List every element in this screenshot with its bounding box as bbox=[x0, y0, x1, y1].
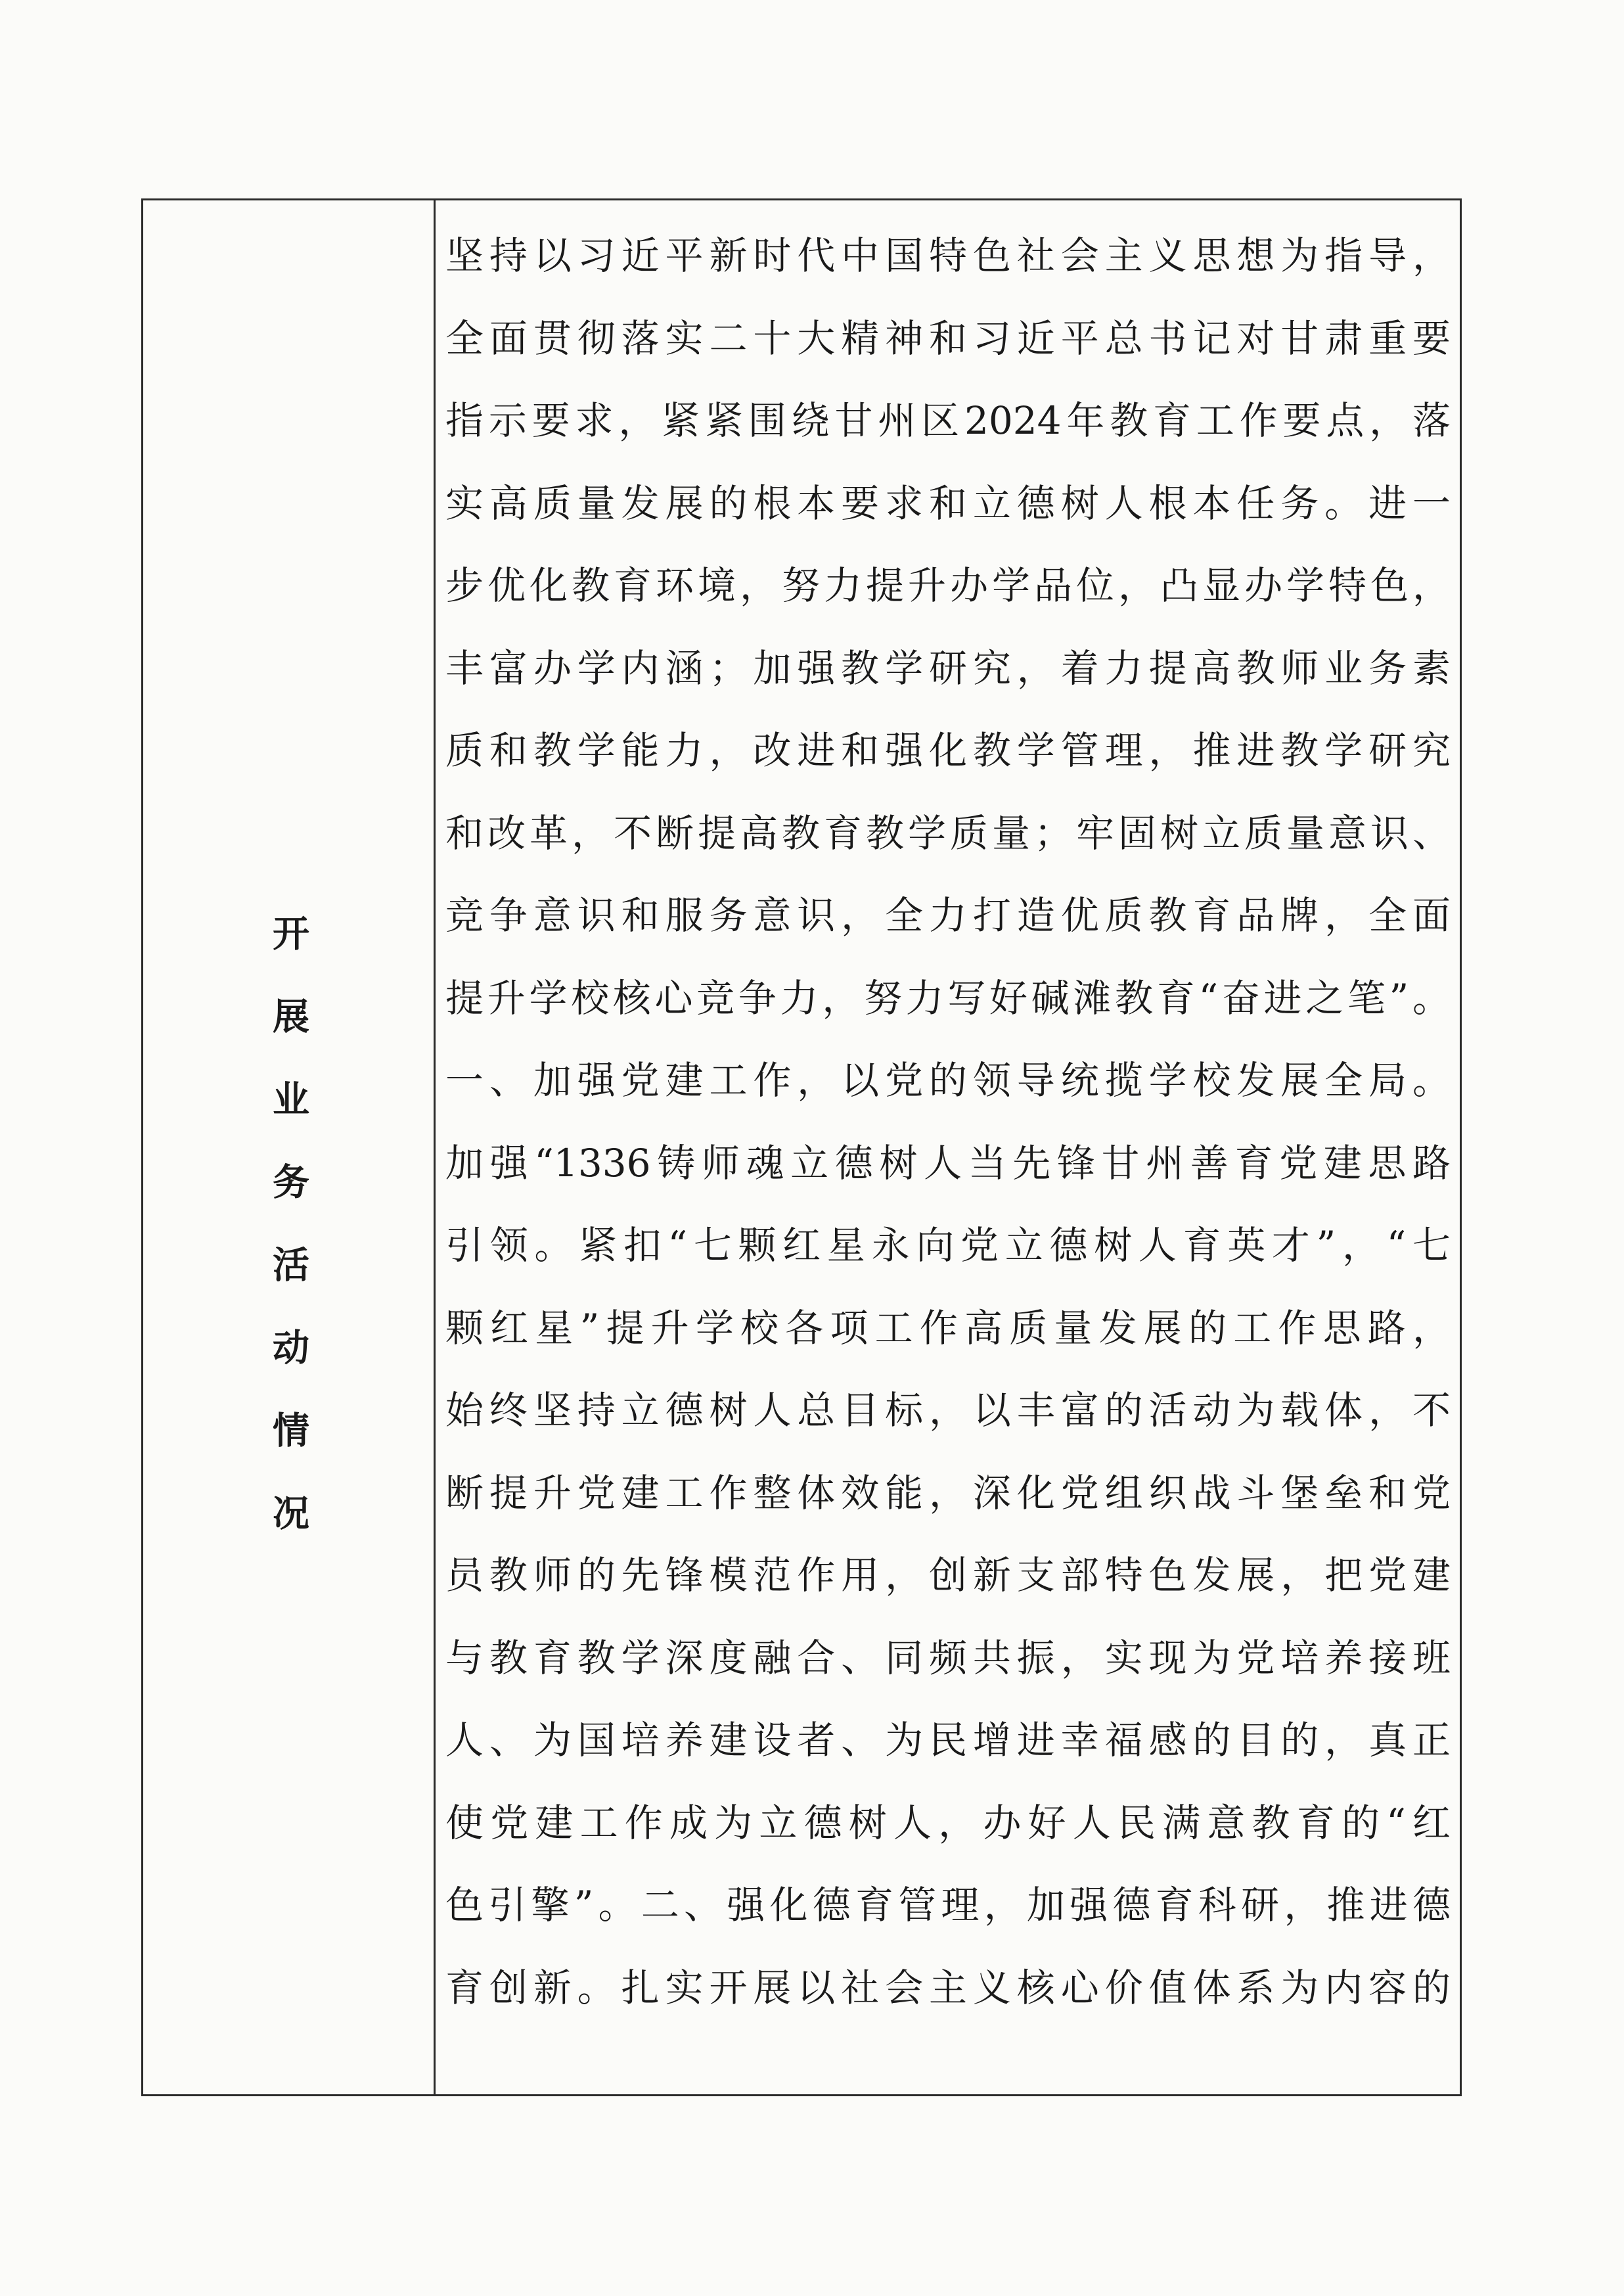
text-line: 断提升党建工作整体效能，深化党组织战斗堡垒和党 bbox=[445, 1470, 1451, 1515]
text-line: 提升学校核心竞争力，努力写好碱滩教育“奋进之笔”。 bbox=[445, 975, 1451, 1021]
activity-table bbox=[141, 198, 1462, 2096]
text-line: 实高质量发展的根本要求和立德树人根本任务。进一 bbox=[445, 480, 1451, 526]
text-line: 竞争意识和服务意识，全力打造优质教育品牌，全面 bbox=[445, 893, 1451, 938]
text-line: 加强“1336铸师魂立德树人当先锋甘州善育党建思路 bbox=[445, 1140, 1451, 1185]
text-line: 员教师的先锋模范作用，创新支部特色发展，把党建 bbox=[445, 1553, 1451, 1597]
text-line: 颗红星”提升学校各项工作高质量发展的工作思路， bbox=[445, 1305, 1451, 1350]
text-line: 引领。紧扣“七颗红星永向党立德树人育英才”，“七 bbox=[445, 1223, 1451, 1268]
text-line: 始终坚持立德树人总目标，以丰富的活动为载体，不 bbox=[445, 1388, 1451, 1433]
text-line: 使党建工作成为立德树人，办好人民满意教育的“红 bbox=[445, 1800, 1451, 1845]
text-line: 与教育教学深度融合、同频共振，实现为党培养接班 bbox=[445, 1635, 1451, 1680]
text-line: 丰富办学内涵；加强教学研究，着力提高教师业务素 bbox=[445, 645, 1451, 691]
text-line: 和改革，不断提高教育教学质量；牢固树立质量意识、 bbox=[445, 810, 1451, 856]
text-line: 坚持以习近平新时代中国特色社会主义思想为指导， bbox=[445, 233, 1451, 278]
text-line: 指示要求，紧紧围绕甘州区2024年教育工作要点，落 bbox=[445, 398, 1451, 443]
text-line: 全面贯彻落实二十大精神和习近平总书记对甘肃重要 bbox=[445, 315, 1451, 361]
text-line: 步优化教育环境，努力提升办学品位，凸显办学特色， bbox=[445, 563, 1451, 608]
text-line: 一、加强党建工作，以党的领导统揽学校发展全局。 bbox=[445, 1058, 1451, 1103]
column-divider bbox=[434, 200, 436, 2094]
text-line: 色引擎”。二、强化德育管理，加强德育科研，推进德 bbox=[445, 1883, 1451, 1927]
row-label: 开展业务活动情况 bbox=[267, 914, 310, 1576]
label-cell bbox=[143, 200, 434, 2094]
text-line: 人、为国培养建设者、为民增进幸福感的目的，真正 bbox=[445, 1718, 1451, 1762]
text-line: 质和教学能力，改进和强化教学管理，推进教学研究 bbox=[445, 728, 1451, 773]
content-cell bbox=[445, 200, 1451, 2094]
text-line: 育创新。扎实开展以社会主义核心价值体系为内容的 bbox=[445, 1965, 1451, 2010]
